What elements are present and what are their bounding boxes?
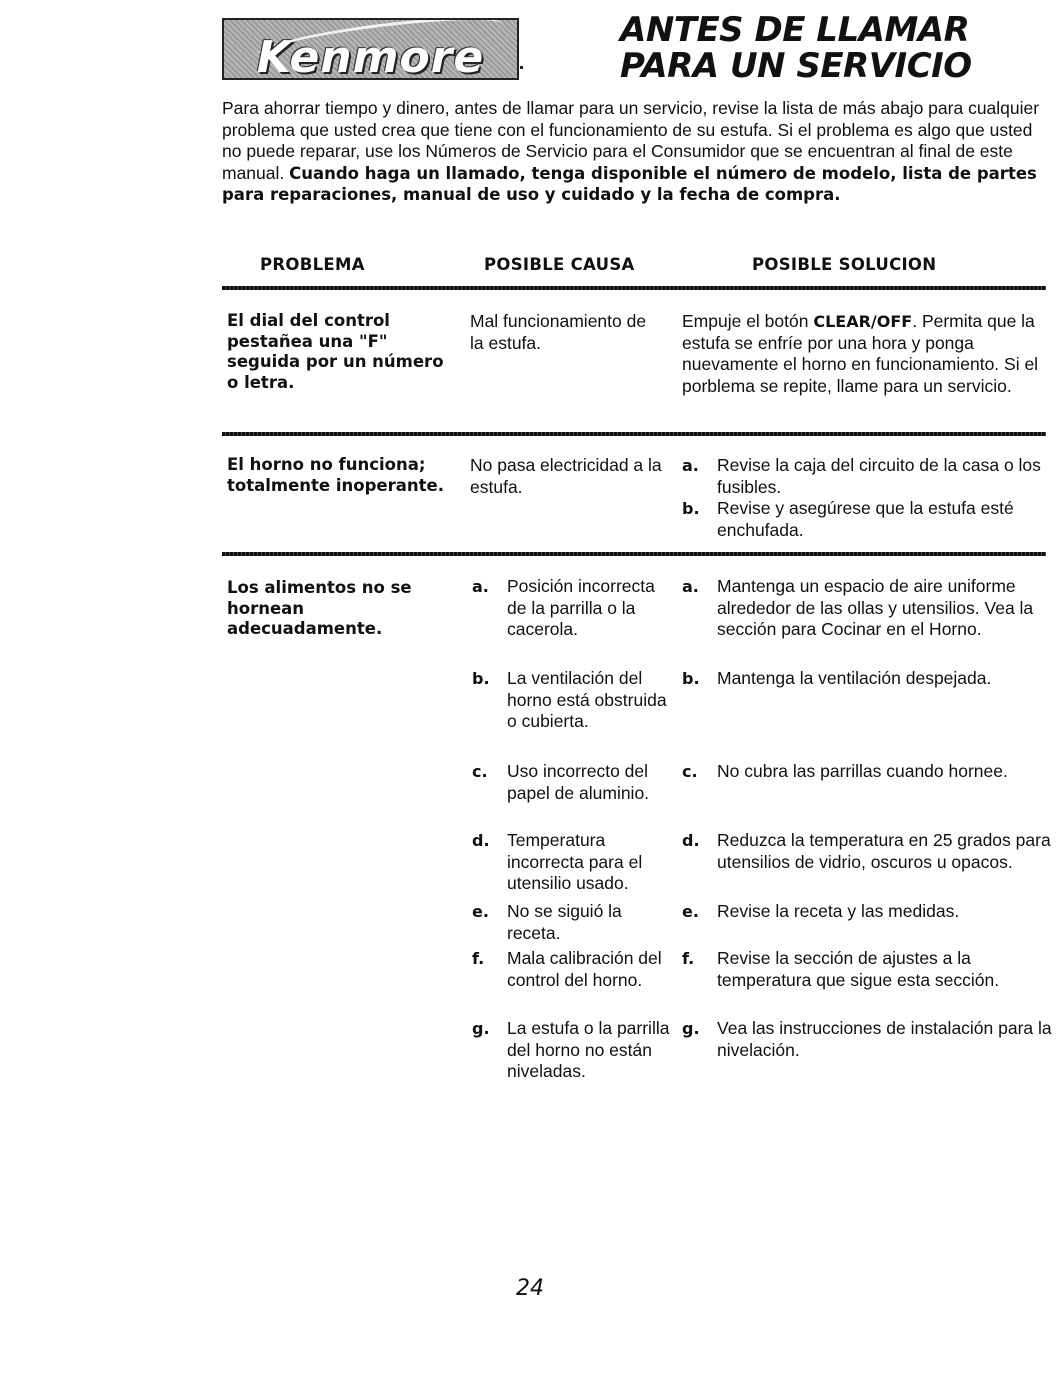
logo-text: Kenmore bbox=[256, 32, 485, 80]
kenmore-logo bbox=[222, 18, 519, 80]
intro-paragraph bbox=[222, 98, 1052, 206]
cause-3b bbox=[472, 668, 677, 733]
item-letter: e. bbox=[472, 902, 489, 921]
item-text: No se siguió la receta. bbox=[507, 901, 622, 943]
item-letter: b. bbox=[682, 499, 700, 518]
item-letter: d. bbox=[682, 831, 700, 850]
item-letter: g. bbox=[682, 1019, 700, 1038]
cause-1: Mal funcionamiento de la estufa. bbox=[470, 311, 647, 353]
item-text: Mantenga un espacio de aire uniforme alrededor de las ollas y utensilios. Vea la sección para Cocinar en el Horno. bbox=[717, 576, 1034, 639]
solution-3b bbox=[682, 668, 1052, 690]
item-text: Reduzca la temperatura en 25 grados para utensilios de vidrio, oscuros u opacos. bbox=[717, 830, 1051, 872]
item-text: Posición incorrecta de la parrilla o la cacerola. bbox=[507, 576, 655, 639]
cause-3e bbox=[472, 901, 677, 944]
cause-3d bbox=[472, 830, 677, 895]
solution-2b bbox=[682, 498, 1042, 541]
item-letter: e. bbox=[682, 902, 699, 921]
cause-3g bbox=[472, 1018, 677, 1083]
solution-2a bbox=[682, 455, 1042, 498]
solution-3f bbox=[682, 948, 1052, 991]
item-text: Revise la sección de ajustes a la temperatura que sigue esta sección. bbox=[717, 948, 1000, 990]
logo-registered-mark bbox=[520, 66, 523, 69]
item-letter: f. bbox=[682, 949, 695, 968]
item-text: No cubra las parrillas cuando hornee. bbox=[717, 761, 1008, 781]
item-letter: d. bbox=[472, 831, 490, 850]
item-letter: a. bbox=[472, 577, 489, 596]
page-number: 24 bbox=[516, 1276, 544, 1301]
item-letter: g. bbox=[472, 1019, 490, 1038]
divider bbox=[222, 432, 1046, 436]
solution-1-text-b: . Permita que la estufa se enfríe por una hora y ponga nuevamente el horno en funcionamiento. Si el porblema se repite, llame para un servicio. bbox=[682, 311, 1039, 396]
intro-bold-text: Cuando haga un llamado, tenga disponible el número de modelo, lista de partes para reparaciones, manual de uso y cuidado y la fecha de compra. bbox=[222, 163, 1037, 204]
item-letter: b. bbox=[682, 669, 700, 688]
item-text: La estufa o la parrilla del horno no están niveladas. bbox=[507, 1018, 670, 1081]
item-text: La ventilación del horno está obstruida o cubierta. bbox=[507, 668, 667, 731]
item-letter: b. bbox=[472, 669, 490, 688]
page-title: ANTES DE LLAMAR PARA UN SERVICIO bbox=[620, 10, 972, 86]
solution-3d bbox=[682, 830, 1052, 873]
item-letter: f. bbox=[472, 949, 485, 968]
divider bbox=[222, 286, 1046, 290]
solution-3e bbox=[682, 901, 1052, 923]
problem-3: Los alimentos no se hornean adecuadamente. bbox=[227, 578, 412, 638]
problem-2: El horno no funciona; totalmente inoperante. bbox=[227, 455, 444, 495]
item-text: Uso incorrecto del papel de aluminio. bbox=[507, 761, 650, 803]
item-text: Mala calibración del control del horno. bbox=[507, 948, 662, 990]
item-text: Temperatura incorrecta para el utensilio usado. bbox=[507, 830, 643, 893]
item-text: Revise la caja del circuito de la casa o los fusibles. bbox=[717, 455, 1041, 497]
divider bbox=[222, 552, 1046, 556]
item-text: Revise y asegúrese que la estufa esté enchufada. bbox=[717, 498, 1014, 540]
solution-3g bbox=[682, 1018, 1052, 1061]
item-text: Revise la receta y las medidas. bbox=[717, 901, 960, 921]
solution-3c bbox=[682, 761, 1052, 783]
clear-off-label: CLEAR/OFF bbox=[813, 312, 913, 331]
solution-1-text-a: Empuje el botón bbox=[682, 311, 814, 331]
cause-3f bbox=[472, 948, 677, 991]
item-letter: a. bbox=[682, 577, 699, 596]
solution-3a bbox=[682, 576, 1052, 641]
item-text: Mantenga la ventilación despejada. bbox=[717, 668, 992, 688]
item-letter: c. bbox=[682, 762, 698, 781]
problem-1: El dial del control pestañea una "F" seguida por un número o letra. bbox=[227, 311, 444, 392]
item-letter: a. bbox=[682, 456, 699, 475]
header-problem: PROBLEMA bbox=[260, 255, 365, 274]
item-text: Vea las instrucciones de instalación para la nivelación. bbox=[717, 1018, 1052, 1060]
item-letter: c. bbox=[472, 762, 488, 781]
solution-1 bbox=[682, 311, 1047, 397]
cause-3a bbox=[472, 576, 677, 641]
header-cause: POSIBLE CAUSA bbox=[484, 255, 635, 274]
header-solution: POSIBLE SOLUCION bbox=[752, 255, 937, 274]
intro-text: Para ahorrar tiempo y dinero, antes de llamar para un servicio, revise la lista de más abajo para cualquier problema que usted crea que tiene con el funcionamiento de su estufa. Si el problema es algo que usted no puede reparar, use los Números de Servicio para el Consumidor que se encuentran al final de este manual. bbox=[222, 98, 1040, 183]
cause-3c bbox=[472, 761, 677, 804]
cause-2: No pasa electricidad a la estufa. bbox=[470, 455, 662, 497]
